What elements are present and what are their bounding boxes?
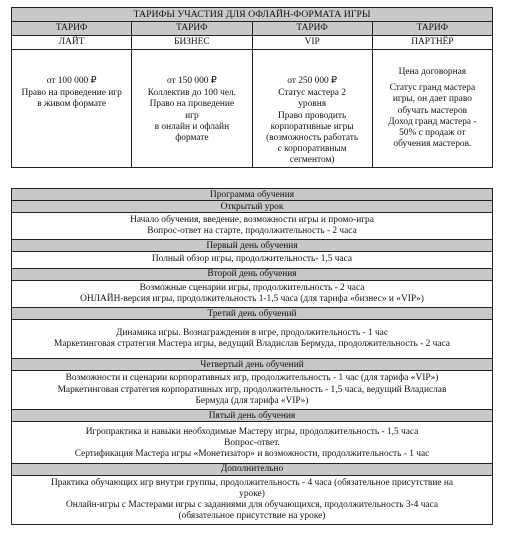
tariff-feature-line: корпоративные игры xyxy=(270,121,354,132)
tariff-feature-line: в живом формате xyxy=(37,99,106,110)
section-line: уроке) xyxy=(239,488,265,499)
tariff-feature-line: Право на проведение игр xyxy=(21,88,122,99)
tariff-name-lite: ЛАЙТ xyxy=(12,36,132,50)
tariff-price: Цена договорная xyxy=(398,67,467,77)
tariff-details-vip xyxy=(252,50,372,168)
section-title-additional: Дополнительно xyxy=(12,463,493,475)
section-line: Бермуда (для тарифа «VIP») xyxy=(195,395,309,406)
section-line: Полный обзор игры, продолжительность- 1,5 часа xyxy=(151,254,353,265)
section-title-day-3: Третий день обучений xyxy=(12,308,493,320)
section-line: Возможности и сценарии корпоративных игр, продолжительность - 1 час (для тарифа «VIP») xyxy=(65,373,439,384)
section-title-day-1: Первый день обучения xyxy=(12,240,493,252)
section-line: Возможные сценарии игры, продолжительность - 2 часа xyxy=(139,282,365,293)
tariff-details-business xyxy=(132,50,252,168)
section-body-day-4 xyxy=(12,371,493,410)
section-line: Маркетинговая стратегия Мастера игры, ведущий Владислав Бермуда, продолжительность - 2 часа xyxy=(54,339,450,350)
tariff-header-label: ТАРИФ xyxy=(132,22,252,36)
tariff-feature-line: формате xyxy=(175,133,209,144)
program-table xyxy=(11,188,493,525)
section-line: Маркетинговая стратегия корпоративных игр, продолжительность - 1,5 часа, ведущий Владислав xyxy=(57,384,447,395)
section-body-additional xyxy=(12,475,493,525)
section-line: Сертификация Мастера игры «Монетизатор» и возможности, продолжительность - 1 час xyxy=(74,449,430,460)
section-body-open-lesson xyxy=(12,213,493,240)
tariff-feature-line: (возможность работать xyxy=(266,133,359,144)
tariff-feature-line: с корпоративным xyxy=(277,144,347,155)
tariff-feature-line: в онлайн и офлайн xyxy=(154,121,230,132)
tariff-price: от 250 000 ₽ xyxy=(287,76,338,86)
tariff-feature-line: Право проводить xyxy=(277,110,347,121)
tariff-price: от 100 000 ₽ xyxy=(46,76,97,86)
tariff-feature-line: игр xyxy=(185,110,199,121)
tariff-feature-line: обучения мастеров. xyxy=(393,139,472,150)
section-line: Вопрос-ответ на старте, продолжительность - 2 часа xyxy=(147,226,357,237)
tariff-feature-line: Статус гранд мастера xyxy=(389,83,476,94)
section-line: Начало обучения, введение, возможности игры и промо-игра xyxy=(130,215,374,225)
section-line: ОНЛАЙН-версия игры, продолжительность 1-1,5 часа (для тарифа «бизнес» и «VIP») xyxy=(80,293,424,304)
tariff-feature-line: Право на проведение xyxy=(149,99,235,110)
section-line: (обязательное присутствие на уроке) xyxy=(178,511,326,522)
tariff-table-title: ТАРИФЫ УЧАСТИЯ ДЛЯ ОФЛАЙН-ФОРМАТА ИГРЫ xyxy=(12,8,493,22)
section-body-day-1 xyxy=(12,252,493,268)
tariff-name-partner: ПАРТНЁР xyxy=(372,36,492,50)
section-line: Практика обучающих игр внутри группы, продолжительность - 4 часа (обязательное присутствие на xyxy=(50,477,454,488)
section-title-day-4: Четвертый день обучений xyxy=(12,359,493,371)
tariff-header-label: ТАРИФ xyxy=(252,22,372,36)
tariff-details-lite xyxy=(12,50,132,168)
tariff-feature-line: Коллектив до 100 чел. xyxy=(147,88,237,99)
tariff-name-business: БИЗНЕС xyxy=(132,36,252,50)
tariff-details-partner xyxy=(372,50,492,168)
section-body-day-2 xyxy=(12,280,493,307)
section-title-day-5: Пятый день обучения xyxy=(12,410,493,422)
tariff-feature-line: игры, он дает право xyxy=(392,94,472,105)
section-body-day-3 xyxy=(12,320,493,359)
tariff-header-label: ТАРИФ xyxy=(12,22,132,36)
tariff-feature-line: 50% с продаж от xyxy=(399,128,466,139)
tariff-price: от 150 000 ₽ xyxy=(166,76,217,86)
tariff-feature-line: Доход гранд мастера - xyxy=(388,116,477,127)
section-body-day-5 xyxy=(12,422,493,464)
tariff-feature-line: сегментом) xyxy=(289,155,335,166)
tariff-feature-line: Статус мастера 2 xyxy=(278,88,346,99)
tariff-feature-line: обучать мастеров xyxy=(397,105,468,116)
tariff-header-label: ТАРИФ xyxy=(372,22,492,36)
section-line: Динамика игры. Вознаграждения в игре, продолжительность - 1 час xyxy=(116,328,388,339)
section-title-day-2: Второй день обучения xyxy=(12,268,493,280)
program-title: Программа обучения xyxy=(12,189,493,201)
tariff-table xyxy=(11,7,493,168)
section-line: Вопрос-ответ. xyxy=(224,438,280,449)
section-line: Онлайн-игры с Мастерами игры с заданиями для обучающихся, продолжительность 3-4 часа xyxy=(65,500,439,511)
section-title-open-lesson: Открытый урок xyxy=(12,201,493,213)
section-line: Игропрактика и навыки необходимые Мастеру игры, продолжительность - 1,5 часа xyxy=(85,427,419,438)
tariff-name-vip: VIP xyxy=(252,36,372,50)
tariff-feature-line: уровня xyxy=(298,99,327,110)
